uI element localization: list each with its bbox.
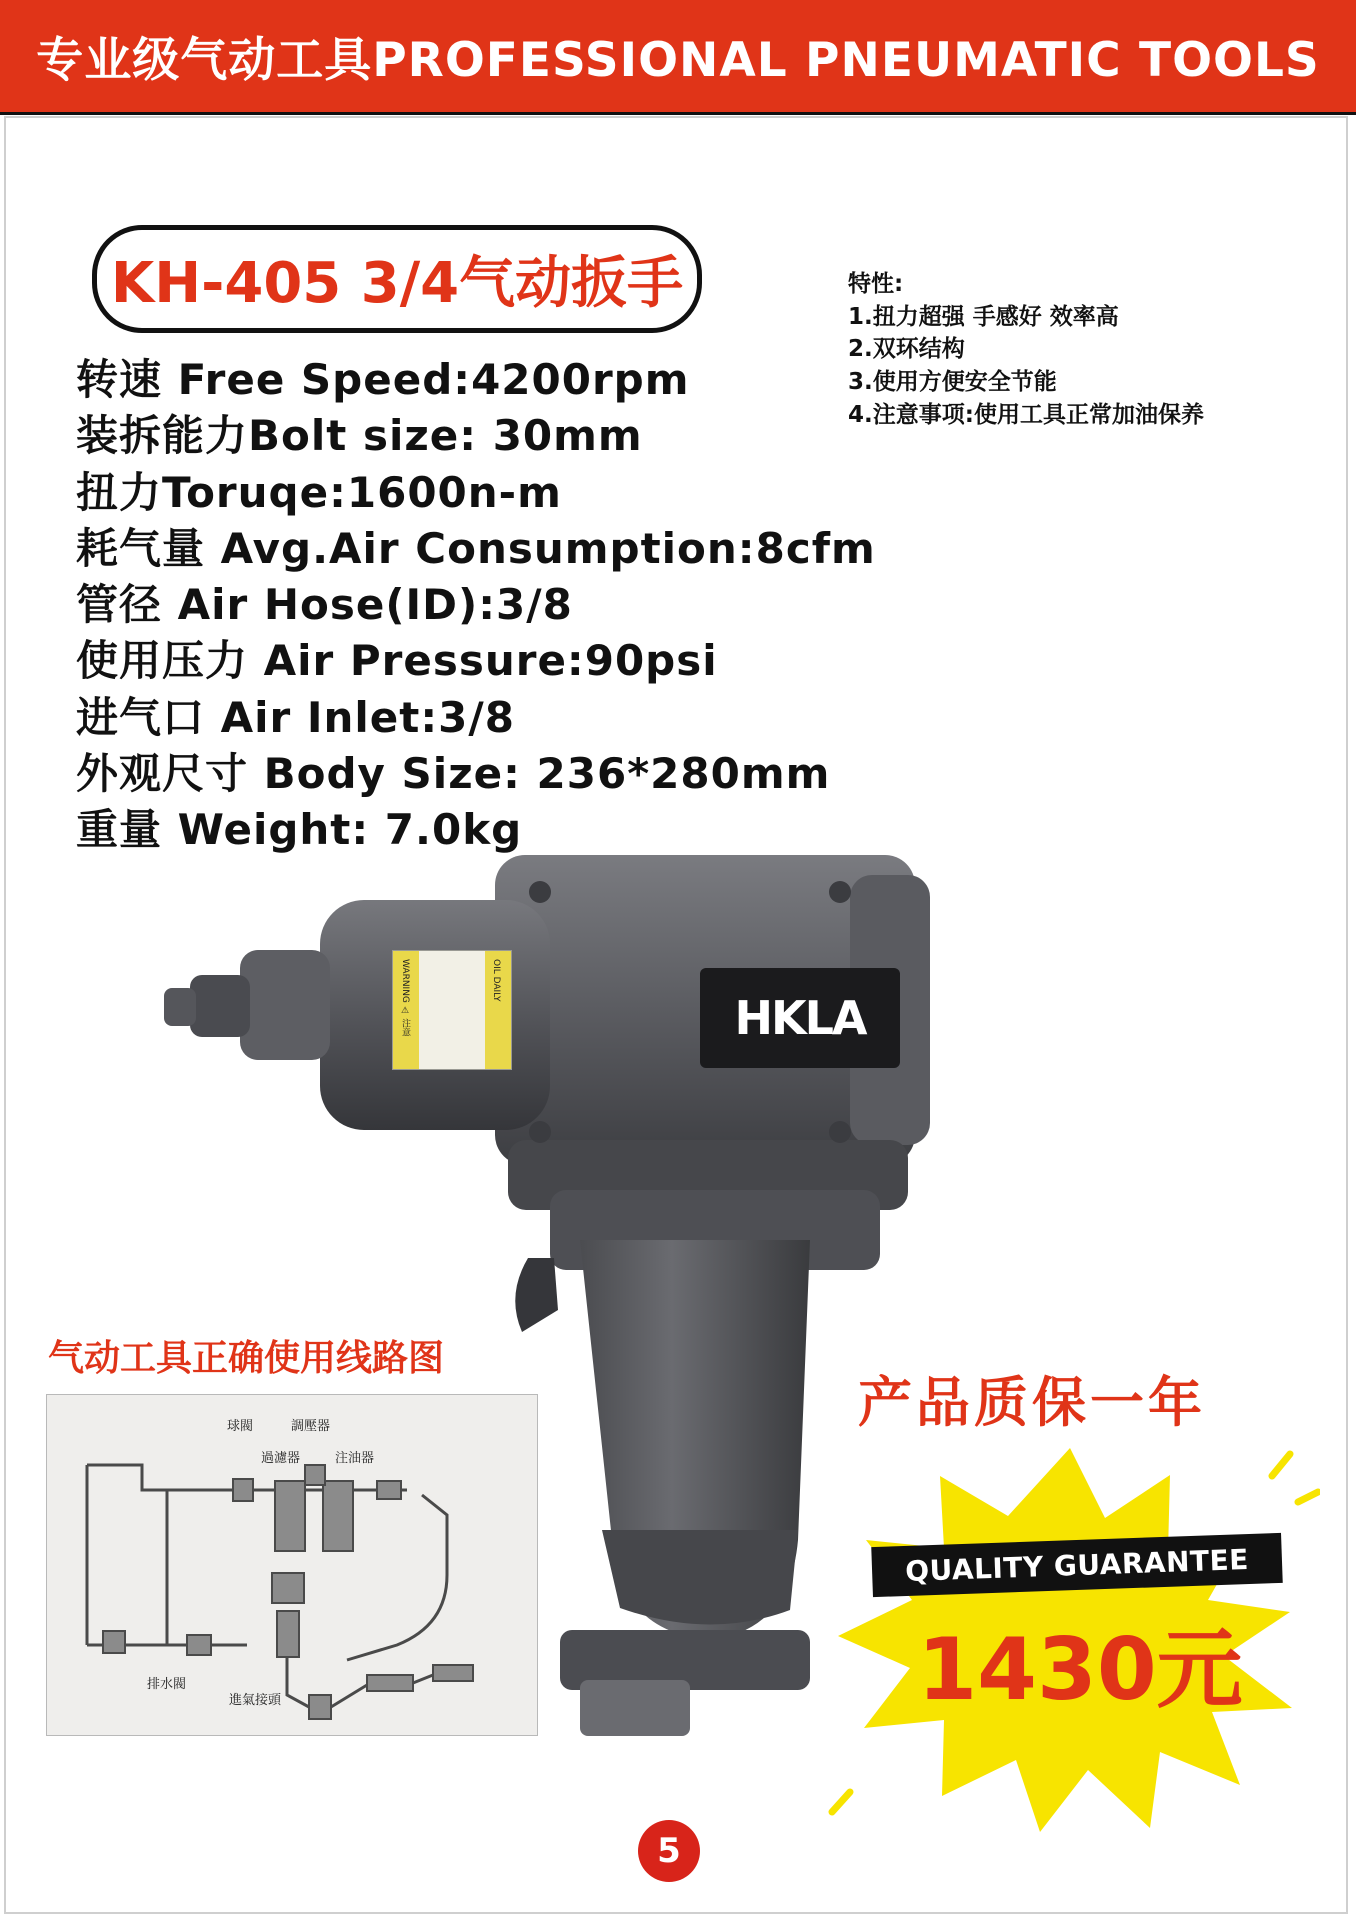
diagram-image — [46, 1394, 538, 1736]
caution-label — [392, 950, 512, 1070]
model-badge-label: KH-405 3/4气动扳手 — [110, 251, 684, 316]
diagram-label: 進氣接頭 — [229, 1693, 282, 1708]
feature-item: 2.双环结构 — [848, 336, 965, 363]
caution-text-left: WARNING ⚠ 注意 — [400, 959, 410, 1037]
spec-line: 进气口 Air Inlet:3/8 — [76, 692, 515, 742]
quality-guarantee-label: QUALITY GUARANTEE — [904, 1542, 1250, 1588]
spec-line: 转速 Free Speed:4200rpm — [76, 355, 690, 404]
diagram-label: 球閥 — [227, 1419, 254, 1434]
diagram-title: 气动工具正确使用线路图 — [48, 1338, 445, 1379]
spec-line: 使用压力 Air Pressure:90psi — [76, 636, 718, 686]
spec-list — [76, 352, 1086, 858]
diagram-label: 調壓器 — [291, 1419, 331, 1434]
diagram-label: 注油器 — [335, 1451, 375, 1466]
diagram-label: 排水閥 — [147, 1677, 187, 1692]
spec-line: 外观尺寸 Body Size: 236*280mm — [76, 748, 831, 798]
brand-plate: HKLA — [700, 968, 900, 1068]
spec-line: 耗气量 Avg.Air Consumption:8cfm — [76, 523, 876, 573]
page-number: 5 — [638, 1820, 700, 1882]
warranty-text: 产品质保一年 — [858, 1371, 1206, 1434]
features-title: 特性: — [848, 271, 904, 297]
feature-item: 1.扭力超强 手感好 效率高 — [848, 303, 1119, 330]
spec-line: 扭力Toruqe:1600n-m — [76, 467, 562, 517]
feature-item: 3.使用方便安全节能 — [848, 368, 1057, 395]
spec-line: 管径 Air Hose(ID):3/8 — [76, 580, 573, 630]
feature-item: 4.注意事项:使用工具正常加油保养 — [848, 401, 1204, 428]
spec-line: 装拆能力Bolt size: 30mm — [76, 411, 643, 461]
caution-text-right: OIL DAILY — [491, 959, 501, 1002]
header-title: 专业级气动工具PROFESSIONAL PNEUMATIC TOOLS — [36, 32, 1320, 88]
diagram-label: 過濾器 — [261, 1451, 301, 1466]
spec-line: 重量 Weight: 7.0kg — [76, 805, 523, 855]
price-label: 1430元 — [917, 1620, 1243, 1720]
model-badge — [92, 225, 702, 333]
